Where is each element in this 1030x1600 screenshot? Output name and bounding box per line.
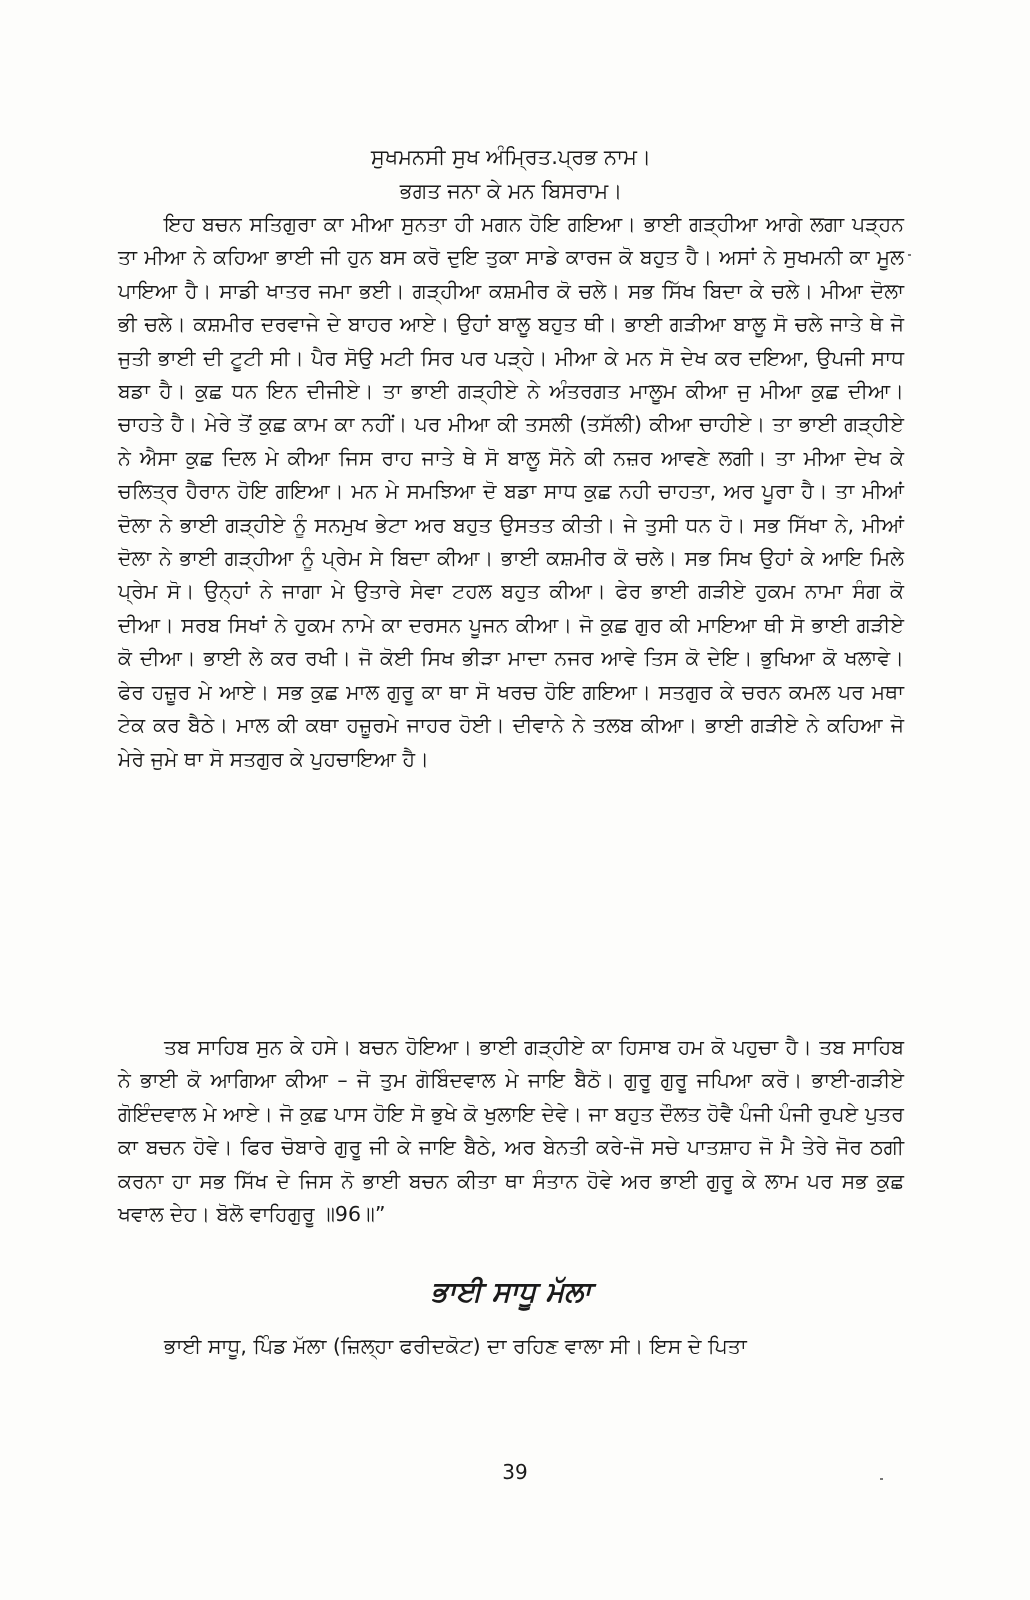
- section-heading: ਭਾਈ ਸਾਧੂ ਮੱਲਾ: [430, 1275, 592, 1308]
- paragraph-3: ਭਾਈ ਸਾਧੂ, ਪਿੰਡ ਮੱਲਾ (ਜ਼ਿਲ੍ਹਾ ਫਰੀਦਕੋਟ) ਦਾ ਰਹਿਣ ਵਾਲਾ ਸੀ। ਇਸ ਦੇ ਪਿਤਾ: [164, 1334, 747, 1358]
- print-speck: [880, 1478, 883, 1480]
- verse-block: [118, 140, 904, 208]
- verse-line-1: ਸੁਖਮਨਸੀ ਸੁਖ ਅੰਮ੍ਰਿਤ.ਪ੍ਰਭ ਨਾਮ।: [370, 145, 652, 169]
- print-speck: [908, 254, 911, 256]
- page-number: 39: [502, 1460, 528, 1484]
- paragraph-1: ਇਹ ਬਚਨ ਸਤਿਗੁਰਾ ਕਾ ਮੀਆ ਸੁਨਤਾ ਹੀ ਮਗਨ ਹੋਇ ਗਇਆ। ਭਾਈ ਗੜ੍ਹੀਆ ਆਗੇ ਲਗਾ ਪੜ੍ਹਨ ਤਾ ਮੀਆ ਨੇ ਕਹਿਆ ਭਾਈ ਜੀ ਹੁਨ ਬਸ ਕਰੋ ਦੁਇ ਤੁਕਾ ਸਾਡੇ ਕਾਰਜ ਕੋ ਬਹੁਤ ਹੈ। ਅਸਾਂ ਨੇ ਸੁਖਮਨੀ ਕਾ ਮੂਲ ਪਾਇਆ ਹੈ। ਸਾਡੀ ਖਾਤਰ ਜਮਾ ਭਈ। ਗੜ੍ਹੀਆ ਕਸ਼ਮੀਰ ਕੋ ਚਲੇ। ਸਭ ਸਿੱਖ ਬਿਦਾ ਕੇ ਚਲੇ। ਮੀਆ ਦੋਲਾ ਭੀ ਚਲੇ। ਕਸ਼ਮੀਰ ਦਰਵਾਜੇ ਦੇ ਬਾਹਰ ਆਏ। ਉਹਾਂ ਬਾਲੂ ਬਹੁਤ ਥੀ। ਭਾਈ ਗੜੀਆ ਬਾਲੂ ਸੋ ਚਲੇ ਜਾਤੇ ਥੇ ਜੋ ਜੁਤੀ ਭਾਈ ਦੀ ਟੂਟੀ ਸੀ। ਪੈਰ ਸੋਉ ਮਟੀ ਸਿਰ ਪਰ ਪੜ੍ਹੇ। ਮੀਆ ਕੇ ਮਨ ਸੋ ਦੇਖ ਕਰ ਦਇਆ, ਉਪਜੀ ਸਾਧ ਬਡਾ ਹੈ। ਕੁਛ ਧਨ ਇਨ ਦੀਜੀਏ। ਤਾ ਭਾਈ ਗੜ੍ਹੀਏ ਨੇ ਅੰਤਰਗਤ ਮਾਲੂਮ ਕੀਆ ਜੁ ਮੀਆ ਕੁਛ ਦੀਆ। ਚਾਹਤੇ ਹੈ। ਮੇਰੇ ਤੋਂ ਕੁਛ ਕਾਮ ਕਾ ਨਹੀਂ। ਪਰ ਮੀਆ ਕੀ ਤਸਲੀ (ਤਸੱਲੀ) ਕੀਆ ਚਾਹੀਏ। ਤਾ ਭਾਈ ਗੜ੍ਹੀਏ ਨੇ ਐਸਾ ਕੁਛ ਦਿਲ ਮੇ ਕੀਆ ਜਿਸ ਰਾਹ ਜਾਤੇ ਥੇ ਸੋ ਬਾਲੂ ਸੋਨੇ ਕੀ ਨਜ਼ਰ ਆਵਣੇ ਲਗੀ। ਤਾ ਮੀਆ ਦੇਖ ਕੇ ਚਲਿਤ੍ਰ ਹੈਰਾਨ ਹੋਇ ਗਇਆ। ਮਨ ਮੇ ਸਮਝਿਆ ਦੋ ਬਡਾ ਸਾਧ ਕੁਛ ਨਹੀ ਚਾਹਤਾ, ਅਰ ਪੂਰਾ ਹੈ। ਤਾ ਮੀਆਂ ਦੋਲਾ ਨੇ ਭਾਈ ਗੜ੍ਹੀਏ ਨੂੰ ਸਨਮੁਖ ਭੇਟਾ ਅਰ ਬਹੁਤ ਉਸਤਤ ਕੀਤੀ। ਜੇ ਤੁਸੀ ਧਨ ਹੋ। ਸਭ ਸਿੱਖਾ ਨੇ, ਮੀਆਂ ਦੋਲਾ ਨੇ ਭਾਈ ਗੜ੍ਹੀਆ ਨੂੰ ਪ੍ਰੇਮ ਸੇ ਬਿਦਾ ਕੀਆ। ਭਾਈ ਕਸ਼ਮੀਰ ਕੋ ਚਲੇ। ਸਭ ਸਿਖ ਉਹਾਂ ਕੇ ਆਇ ਮਿਲੇ ਪ੍ਰੇਮ ਸੋ। ਉਨ੍ਹਾਂ ਨੇ ਜਾਗਾ ਮੇ ਉਤਾਰੇ ਸੇਵਾ ਟਹਲ ਬਹੁਤ ਕੀਆ। ਫੇਰ ਭਾਈ ਗੜੀਏ ਹੁਕਮ ਨਾਮਾ ਸੰਗ ਕੋ ਦੀਆ। ਸਰਬ ਸਿਖਾਂ ਨੇ ਹੁਕਮ ਨਾਮੇ ਕਾ ਦਰਸਨ ਪੂਜਨ ਕੀਆ। ਜੋ ਕੁਛ ਗੁਰ ਕੀ ਮਾਇਆ ਥੀ ਸੋ ਭਾਈ ਗੜੀਏ ਕੋ ਦੀਆ। ਭਾਈ ਲੇ ਕਰ ਰਖੀ। ਜੋ ਕੋਈ ਸਿਖ ਭੀੜਾ ਮਾਦਾ ਨਜਰ ਆਵੇ ਤਿਸ ਕੋ ਦੇਇ। ਭੁਖਿਆ ਕੋ ਖਲਾਵੇ। ਫੇਰ ਹਜ਼ੂਰ ਮੇ ਆਏ। ਸਭ ਕੁਛ ਮਾਲ ਗੁਰੂ ਕਾ ਥਾ ਸੋ ਖਰਚ ਹੋਇ ਗਇਆ। ਸਤਗੁਰ ਕੇ ਚਰਨ ਕਮਲ ਪਰ ਮਥਾ ਟੇਕ ਕਰ ਬੈਠੇ। ਮਾਲ ਕੀ ਕਥਾ ਹਜ਼ੂਰਮੇ ਜਾਹਰ ਹੋਈ। ਦੀਵਾਨੇ ਨੇ ਤਲਬ ਕੀਆ। ਭਾਈ ਗੜੀਏ ਨੇ ਕਹਿਆ ਜੋ ਮੇਰੇ ਜੁਮੇ ਥਾ ਸੋ ਸਤਗੁਰ ਕੇ ਪੁਹਚਾਇਆ ਹੈ।: [118, 212, 905, 771]
- paragraph-2: ਤਬ ਸਾਹਿਬ ਸੁਨ ਕੇ ਹਸੇ। ਬਚਨ ਹੋਇਆ। ਭਾਈ ਗੜ੍ਹੀਏ ਕਾ ਹਿਸਾਬ ਹਮ ਕੋ ਪਹੁਚਾ ਹੈ। ਤਬ ਸਾਹਿਬ ਨੇ ਭਾਈ ਕੋ ਆਗਿਆ ਕੀਆ – ਜੋ ਤੁਮ ਗੋਬਿੰਦਵਾਲ ਮੇ ਜਾਇ ਬੈਠੋ। ਗੁਰੂ ਗੁਰੂ ਜਪਿਆ ਕਰੋ। ਭਾਈ-ਗੜੀਏ ਗੋਇੰਦਵਾਲ ਮੇ ਆਏ। ਜੋ ਕੁਛ ਪਾਸ ਹੋਇ ਸੋ ਭੁਖੇ ਕੋ ਖੁਲਾਇ ਦੇਵੇ। ਜਾ ਬਹੁਤ ਦੌਲਤ ਹੋਵੈ ਪੰਜੀ ਪੰਜੀ ਰੁਪਏ ਪੁਤਰ ਕਾ ਬਚਨ ਹੋਵੇ। ਫਿਰ ਚੋਬਾਰੇ ਗੁਰੂ ਜੀ ਕੇ ਜਾਇ ਬੈਠੇ, ਅਰ ਬੇਨਤੀ ਕਰੇ-ਜੋ ਸਚੇ ਪਾਤਸ਼ਾਹ ਜੋ ਮੈ ਤੇਰੇ ਜੋਰ ਠਗੀ ਕਰਨਾ ਹਾ ਸਭ ਸਿੱਖ ਦੇ ਜਿਸ ਨੋ ਭਾਈ ਬਚਨ ਕੀਤਾ ਥਾ ਸੰਤਾਨ ਹੋਵੇ ਅਰ ਭਾਈ ਗੁਰੂ ਕੇ ਲਾਮ ਪਰ ਸਭ ਕੁਛ ਖਵਾਲ ਦੇਹ। ਬੋਲੋ ਵਾਹਿਗੁਰੂ ॥96॥”: [118, 1035, 904, 1227]
- verse-line-2: ਭਗਤ ਜਨਾ ਕੇ ਮਨ ਬਿਸਰਾਮ।: [399, 179, 623, 203]
